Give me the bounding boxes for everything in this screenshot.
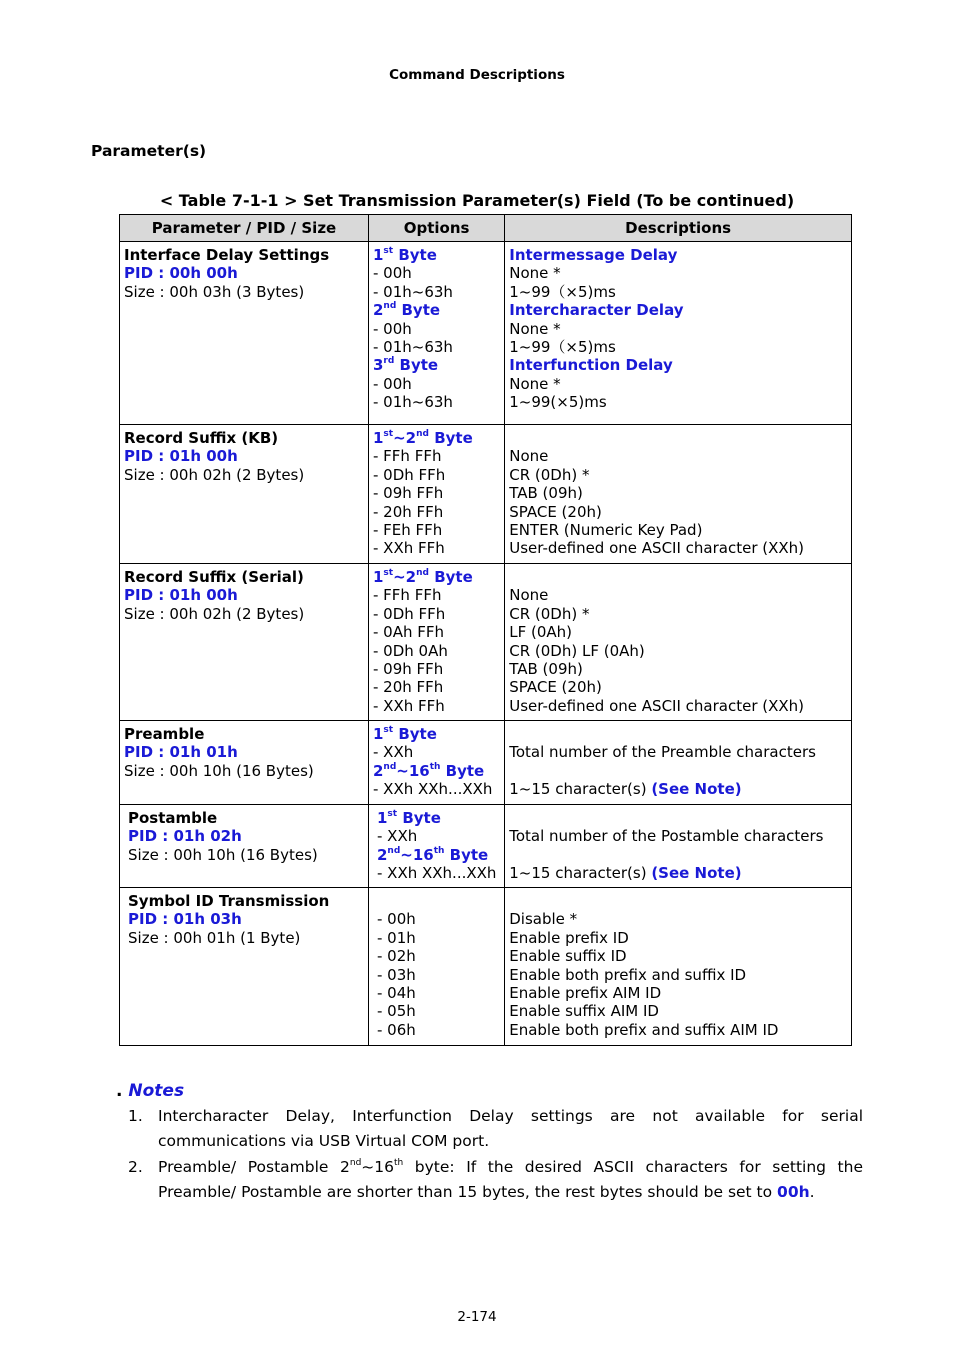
description-value: Enable both prefix and suffix AIM ID xyxy=(509,1020,779,1039)
byte-label: 2nd Byte xyxy=(372,301,441,320)
parameter-size: Size : 00h 10h (16 Bytes) xyxy=(128,845,318,864)
parameter-pid: PID : 01h 00h xyxy=(124,586,238,605)
description-heading: Intermessage Delay xyxy=(509,246,678,264)
byte-label: 1st Byte xyxy=(376,809,441,827)
option-value: - 09h FFh xyxy=(372,660,444,679)
option-value: - 00h xyxy=(372,374,412,393)
option-value: - FFh FFh xyxy=(372,447,442,466)
option-value: - 01h~63h xyxy=(372,338,453,357)
option-value: - FFh FFh xyxy=(372,586,442,605)
note-text: Intercharacter Delay, Interfunction Delay settings are not available for serial communications via USB Virtual COM port. xyxy=(158,1107,863,1150)
byte-label: 1st Byte xyxy=(372,725,437,743)
description-value: Total number of the Preamble characters xyxy=(509,743,816,762)
options-cell xyxy=(368,805,504,888)
parameter-table xyxy=(119,214,852,1046)
option-value: - FEh FFh xyxy=(372,521,443,540)
description-value: ENTER (Numeric Key Pad) xyxy=(509,521,703,540)
option-value: - 05h xyxy=(376,1002,416,1021)
option-value: - 0Dh 0Ah xyxy=(372,641,448,660)
parameter-name: Record Suffix (KB) xyxy=(124,429,279,447)
option-value: - XXh xyxy=(372,743,414,762)
parameter-size: Size : 00h 02h (2 Bytes) xyxy=(124,465,305,484)
note-number: 2. xyxy=(128,1158,143,1176)
parameter-cell xyxy=(120,805,369,888)
options-cell xyxy=(368,564,504,721)
parameter-cell xyxy=(120,242,369,425)
parameter-size: Size : 00h 10h (16 Bytes) xyxy=(124,761,314,780)
option-value: - 04h xyxy=(376,984,416,1003)
parameter-name: Interface Delay Settings xyxy=(124,246,330,264)
parameter-size: Size : 00h 01h (1 Byte) xyxy=(128,928,301,947)
option-value: - 20h FFh xyxy=(372,678,444,697)
options-cell xyxy=(368,721,504,805)
parameter-pid: PID : 01h 02h xyxy=(128,827,242,846)
option-value: - 03h xyxy=(376,965,416,984)
description-cell xyxy=(505,888,852,1046)
description-value: None xyxy=(509,447,549,466)
parameter-cell xyxy=(120,564,369,721)
parameter-name: Symbol ID Transmission xyxy=(128,892,330,910)
option-value: - 00h xyxy=(372,264,412,283)
description-cell xyxy=(505,425,852,564)
option-value: - 00h xyxy=(372,319,412,338)
table-row xyxy=(120,425,852,564)
see-note-link: (See Note) xyxy=(651,780,742,799)
parameter-pid: PID : 01h 03h xyxy=(128,910,242,929)
parameter-size: Size : 00h 02h (2 Bytes) xyxy=(124,604,305,623)
table-caption: < Table 7-1-1 > Set Transmission Parameter(s) Field (To be continued) xyxy=(159,191,795,210)
option-value: - 01h~63h xyxy=(372,393,453,412)
parameter-cell xyxy=(120,721,369,805)
description-value: LF (0Ah) xyxy=(509,623,573,642)
options-cell xyxy=(368,888,504,1046)
description-value: Enable suffix ID xyxy=(509,947,627,966)
description-value: Enable prefix AIM ID xyxy=(509,984,662,1003)
description-heading: Intercharacter Delay xyxy=(509,301,684,320)
description-value: 1~15 character(s) (See Note) xyxy=(509,864,742,883)
description-value: 1~99（×5)ms xyxy=(509,338,616,357)
running-header: Command Descriptions xyxy=(389,67,565,83)
table-header-row xyxy=(120,215,852,242)
option-value: - 00h xyxy=(376,910,416,929)
description-cell xyxy=(505,805,852,888)
byte-label: 1st~2nd Byte xyxy=(372,429,473,447)
option-value: - 06h xyxy=(376,1020,416,1039)
table-row xyxy=(120,888,852,1046)
description-cell xyxy=(505,564,852,721)
description-value: 1~99(×5)ms xyxy=(509,393,607,412)
parameter-pid: PID : 01h 00h xyxy=(124,447,238,466)
description-value: Total number of the Postamble characters xyxy=(509,827,824,846)
parameter-cell xyxy=(120,425,369,564)
option-value: - XXh FFh xyxy=(372,696,445,715)
byte-label: 3rd Byte xyxy=(372,356,439,375)
option-value: - XXh XXh...XXh xyxy=(372,780,493,799)
description-value: Enable both prefix and suffix ID xyxy=(509,965,747,984)
note-text: Preamble/ Postamble 2nd~16th byte: If the desired ASCII characters for setting the Preamble/ Postamble are shorter than 15 bytes, the rest bytes should be set to 00h. xyxy=(158,1158,863,1201)
column-header: Options xyxy=(368,215,504,242)
option-value: - 0Dh FFh xyxy=(372,465,446,484)
option-value: - XXh xyxy=(376,827,418,846)
description-value: None * xyxy=(509,374,561,393)
parameter-size: Size : 00h 03h (3 Bytes) xyxy=(124,282,305,301)
description-value: TAB (09h) xyxy=(509,484,583,503)
description-value: CR (0Dh) * xyxy=(509,604,590,623)
section-title: Parameter(s) xyxy=(91,142,207,160)
description-cell xyxy=(505,242,852,425)
description-heading: Interfunction Delay xyxy=(509,356,673,375)
table-row xyxy=(120,564,852,721)
description-value: Enable prefix ID xyxy=(509,928,629,947)
highlight-value: 00h xyxy=(777,1182,810,1201)
parameter-pid: PID : 01h 01h xyxy=(124,743,238,762)
option-value: - 09h FFh xyxy=(372,484,444,503)
option-value: - 01h xyxy=(376,928,416,947)
see-note-link: (See Note) xyxy=(651,864,742,883)
note-item xyxy=(128,1155,863,1204)
table-row xyxy=(120,805,852,888)
description-value: Disable * xyxy=(509,910,578,929)
description-value: None * xyxy=(509,264,561,283)
option-value: - XXh XXh...XXh xyxy=(376,864,497,883)
description-cell xyxy=(505,721,852,805)
column-header: Parameter / PID / Size xyxy=(120,215,369,242)
option-value: - 01h~63h xyxy=(372,282,453,301)
options-cell xyxy=(368,242,504,425)
parameter-name: Preamble xyxy=(124,725,205,743)
parameter-pid: PID : 00h 00h xyxy=(124,264,238,283)
option-value: - 20h FFh xyxy=(372,502,444,521)
option-value: - 0Ah FFh xyxy=(372,623,445,642)
description-value: None xyxy=(509,586,549,605)
description-value: User-defined one ASCII character (XXh) xyxy=(509,539,805,558)
page-number: 2-174 xyxy=(457,1309,497,1325)
notes-list xyxy=(128,1104,863,1206)
note-item xyxy=(128,1104,863,1153)
description-value: CR (0Dh) * xyxy=(509,465,590,484)
description-value: SPACE (20h) xyxy=(509,502,602,521)
description-value: SPACE (20h) xyxy=(509,678,602,697)
description-value: TAB (09h) xyxy=(509,660,583,679)
description-value: 1~99（×5)ms xyxy=(509,282,616,301)
description-value: Enable suffix AIM ID xyxy=(509,1002,659,1021)
note-number: 1. xyxy=(128,1107,143,1125)
description-value: CR (0Dh) LF (0Ah) xyxy=(509,641,645,660)
description-value: 1~15 character(s) (See Note) xyxy=(509,780,742,799)
parameter-name: Record Suffix (Serial) xyxy=(124,568,304,586)
parameter-cell xyxy=(120,888,369,1046)
table-row xyxy=(120,242,852,425)
option-value: - XXh FFh xyxy=(372,539,445,558)
parameter-name: Postamble xyxy=(128,809,218,827)
description-value: User-defined one ASCII character (XXh) xyxy=(509,696,805,715)
byte-label: 2nd~16th Byte xyxy=(376,845,489,864)
notes-heading: . Notes xyxy=(116,1081,185,1101)
byte-label: 1st~2nd Byte xyxy=(372,568,473,586)
byte-label: 1st Byte xyxy=(372,246,437,264)
description-value: None * xyxy=(509,319,561,338)
option-value: - 02h xyxy=(376,947,416,966)
byte-label: 2nd~16th Byte xyxy=(372,761,485,780)
table-row xyxy=(120,721,852,805)
column-header: Descriptions xyxy=(505,215,852,242)
option-value: - 0Dh FFh xyxy=(372,604,446,623)
options-cell xyxy=(368,425,504,564)
